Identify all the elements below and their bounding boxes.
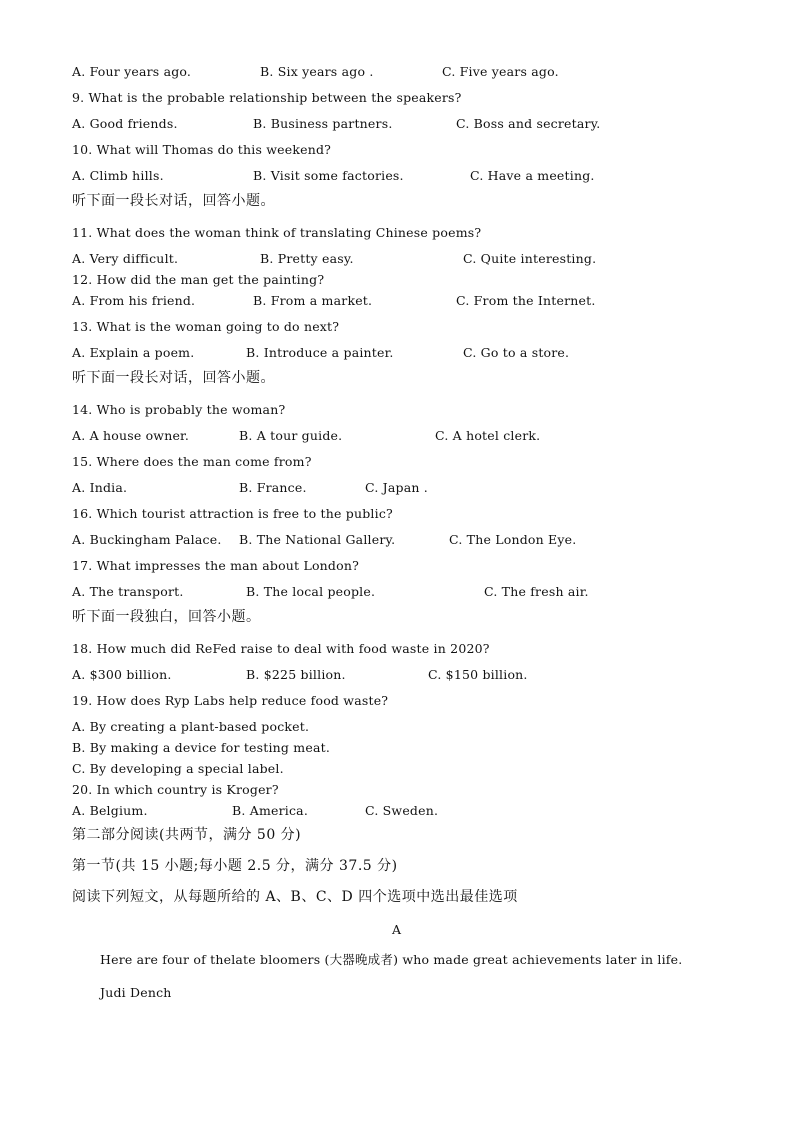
q20-option-c: C. Sweden. bbox=[365, 803, 439, 818]
q13-option-b: B. Introduce a painter. bbox=[246, 345, 394, 360]
q12-option-a: A. From his friend. bbox=[72, 293, 196, 308]
passage-subheading: Judi Dench bbox=[100, 985, 172, 1000]
q15-option-c: C. Japan . bbox=[365, 480, 428, 495]
long-dialogue-instruction-1: 听下面一段长对话，回答小题。 bbox=[72, 193, 275, 209]
q12-option-c: C. From the Internet. bbox=[456, 293, 596, 308]
q20-option-b: B. America. bbox=[232, 803, 309, 818]
q13-option-a: A. Explain a poem. bbox=[72, 345, 195, 360]
q16-option-b: B. The National Gallery. bbox=[239, 532, 396, 547]
q10-option-a: A. Climb hills. bbox=[72, 168, 164, 183]
q9-option-b: B. Business partners. bbox=[253, 116, 393, 131]
q14-question: 14. Who is probably the woman? bbox=[72, 402, 286, 417]
q17-question: 17. What impresses the man about London? bbox=[72, 558, 359, 573]
q10-option-b: B. Visit some factories. bbox=[253, 168, 404, 183]
q16-option-c: C. The London Eye. bbox=[449, 532, 577, 547]
q19-option-b: B. By making a device for testing meat. bbox=[72, 740, 330, 755]
q11-option-b: B. Pretty easy. bbox=[260, 251, 354, 266]
q14-option-a: A. A house owner. bbox=[72, 428, 190, 443]
q8-option-c: C. Five years ago. bbox=[442, 64, 559, 79]
q11-question: 11. What does the woman think of translating Chinese poems? bbox=[72, 225, 482, 240]
q12-option-b: B. From a market. bbox=[253, 293, 373, 308]
passage-label: A bbox=[392, 922, 402, 937]
section1-title: 第一节(共 15 小题;每小题 2.5 分，满分 37.5 分) bbox=[72, 858, 398, 874]
q19-question: 19. How does Ryp Labs help reduce food waste? bbox=[72, 693, 389, 708]
q11-option-a: A. Very difficult. bbox=[72, 251, 179, 266]
part2-title: 第二部分阅读(共两节，满分 50 分) bbox=[72, 827, 302, 843]
q20-question: 20. In which country is Kroger? bbox=[72, 782, 279, 797]
q9-option-a: A. Good friends. bbox=[72, 116, 178, 131]
q9-question: 9. What is the probable relationship between the speakers? bbox=[72, 90, 462, 105]
q11-option-c: C. Quite interesting. bbox=[463, 251, 597, 266]
q9-option-c: C. Boss and secretary. bbox=[456, 116, 601, 131]
q13-option-c: C. Go to a store. bbox=[463, 345, 570, 360]
monologue-instruction: 听下面一段独白，回答小题。 bbox=[72, 609, 261, 625]
q16-question: 16. Which tourist attraction is free to the public? bbox=[72, 506, 393, 521]
q19-option-a: A. By creating a plant-based pocket. bbox=[72, 719, 310, 734]
q18-option-b: B. $225 billion. bbox=[246, 667, 346, 682]
q8-option-b: B. Six years ago . bbox=[260, 64, 374, 79]
q8-option-a: A. Four years ago. bbox=[72, 64, 192, 79]
passage-intro: Here are four of thelate bloomers (大器晚成者) who made great achievements later in life. bbox=[100, 952, 683, 967]
q14-option-b: B. A tour guide. bbox=[239, 428, 343, 443]
long-dialogue-instruction-2: 听下面一段长对话，回答小题。 bbox=[72, 370, 275, 386]
q14-option-c: C. A hotel clerk. bbox=[435, 428, 541, 443]
q15-option-a: A. India. bbox=[72, 480, 128, 495]
q17-option-c: C. The fresh air. bbox=[484, 584, 589, 599]
q19-option-c: C. By developing a special label. bbox=[72, 761, 284, 776]
q10-question: 10. What will Thomas do this weekend? bbox=[72, 142, 332, 157]
q18-option-a: A. $300 billion. bbox=[72, 667, 172, 682]
q17-option-b: B. The local people. bbox=[246, 584, 376, 599]
reading-instruction: 阅读下列短文，从每题所给的 A、B、C、D 四个选项中选出最佳选项 bbox=[72, 889, 518, 905]
q18-question: 18. How much did ReFed raise to deal with food waste in 2020? bbox=[72, 641, 490, 656]
q16-option-a: A. Buckingham Palace. bbox=[72, 532, 222, 547]
q15-question: 15. Where does the man come from? bbox=[72, 454, 312, 469]
q15-option-b: B. France. bbox=[239, 480, 307, 495]
q13-question: 13. What is the woman going to do next? bbox=[72, 319, 340, 334]
q18-option-c: C. $150 billion. bbox=[428, 667, 528, 682]
q17-option-a: A. The transport. bbox=[72, 584, 184, 599]
q20-option-a: A. Belgium. bbox=[72, 803, 148, 818]
q10-option-c: C. Have a meeting. bbox=[470, 168, 595, 183]
q12-question: 12. How did the man get the painting? bbox=[72, 272, 325, 287]
